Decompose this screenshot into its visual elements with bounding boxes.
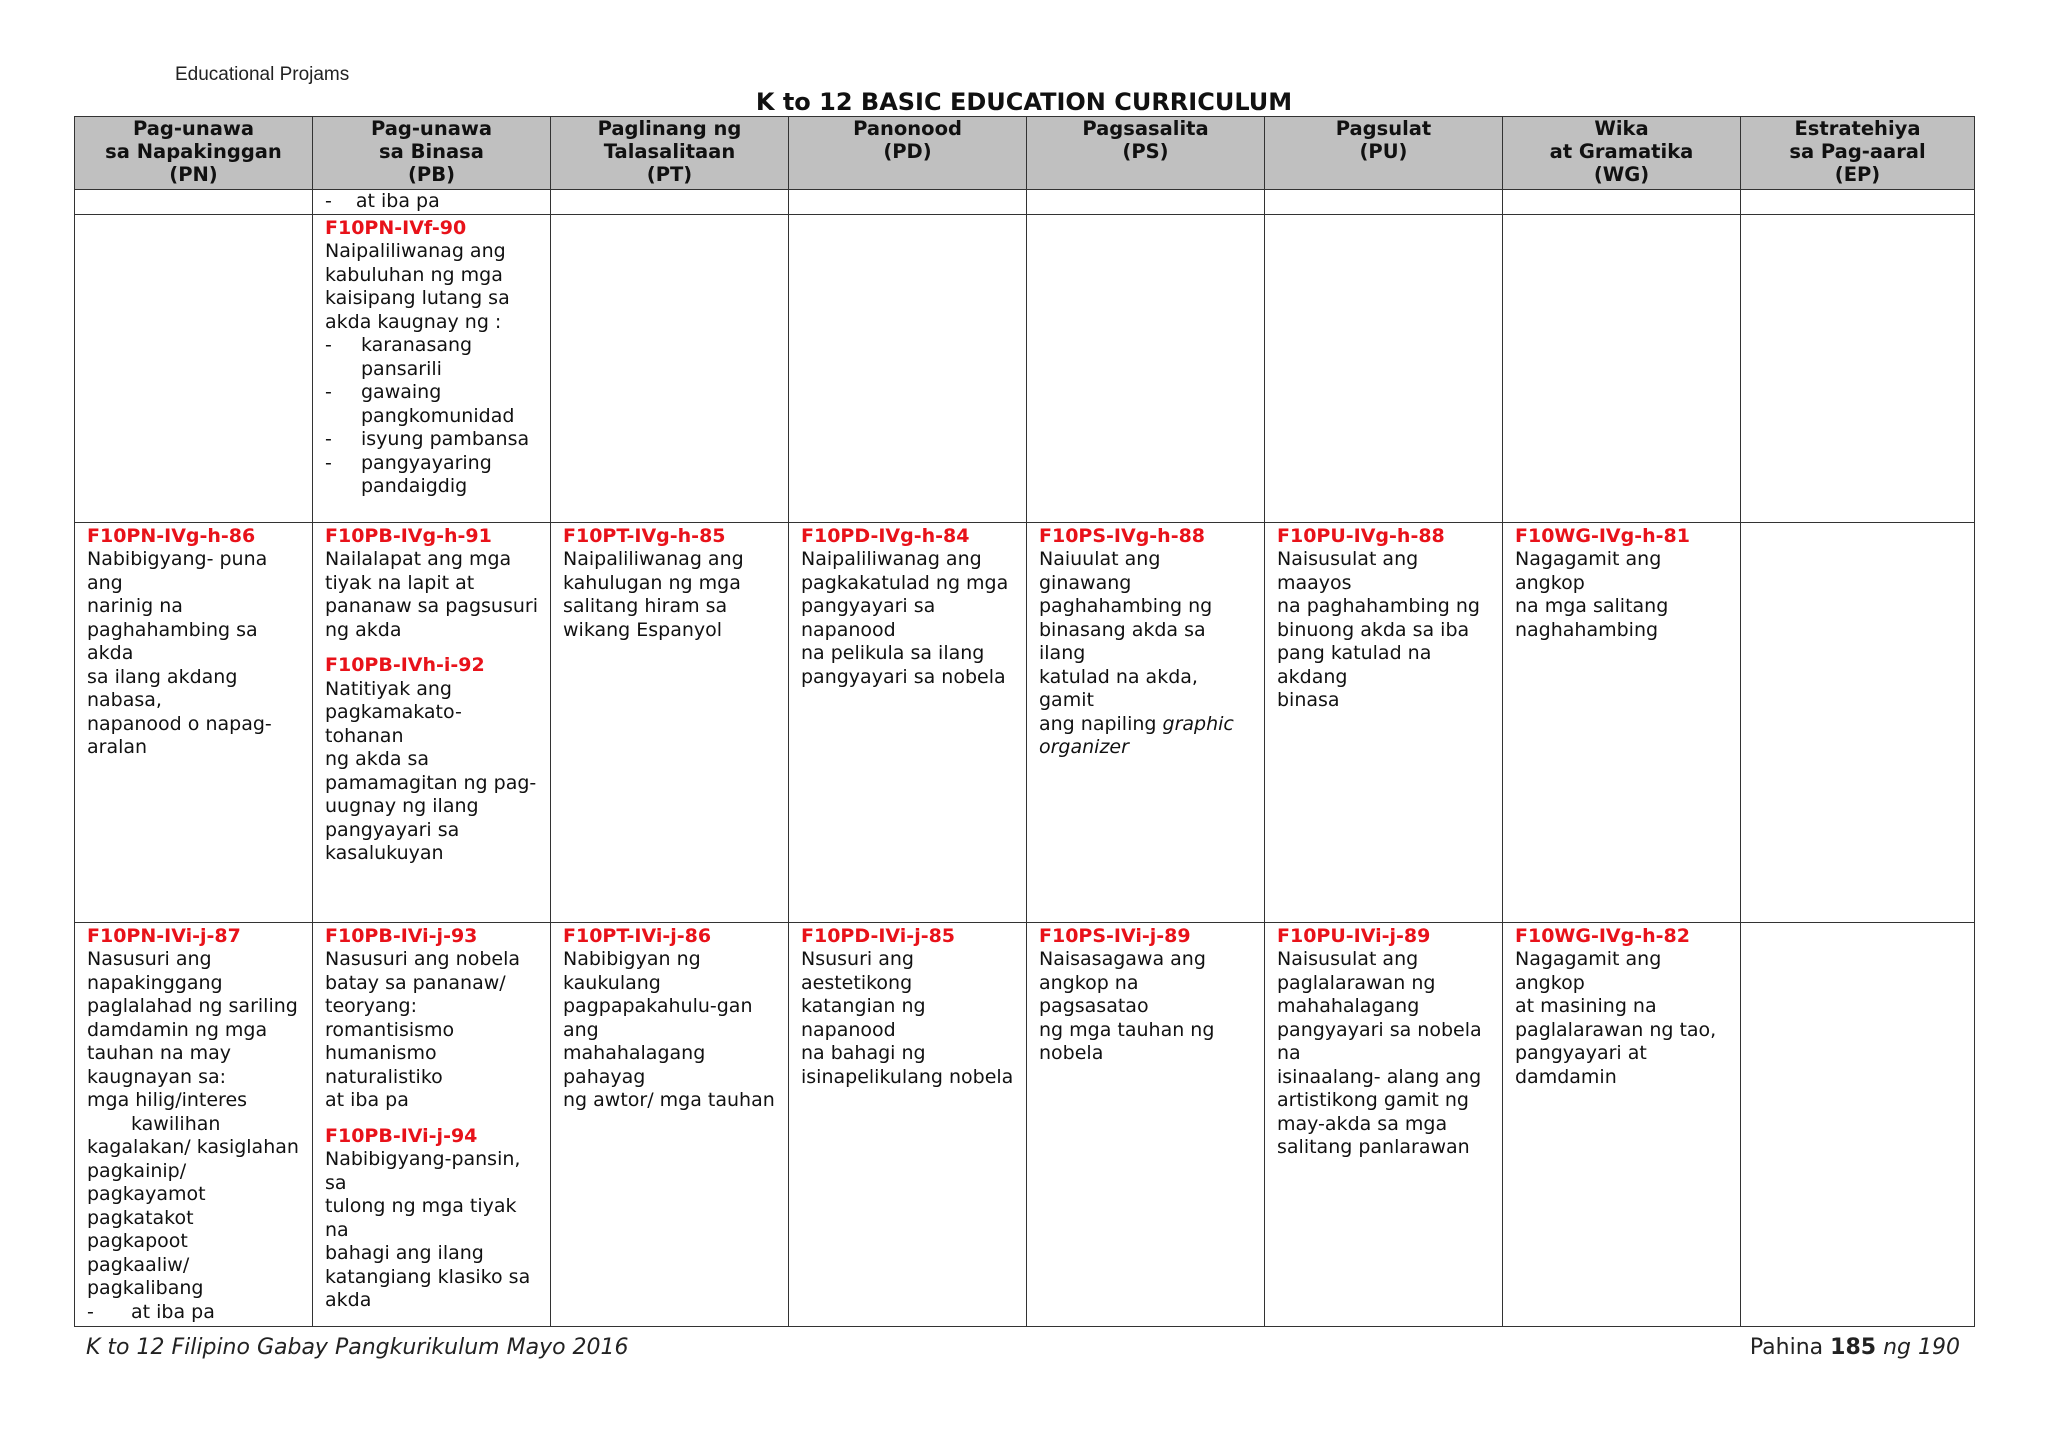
competency-code: F10PD-IVi-j-85 bbox=[801, 924, 956, 947]
competency-code: F10PS-IVi-j-89 bbox=[1039, 924, 1191, 947]
cell-pn bbox=[75, 190, 313, 215]
cell-pt bbox=[551, 522, 789, 922]
column-header-line: Panonood bbox=[853, 117, 962, 140]
column-header-line: Talasalitaan bbox=[603, 140, 736, 163]
bullet-item bbox=[325, 428, 538, 452]
column-header bbox=[1027, 117, 1265, 190]
cell-pn bbox=[75, 214, 313, 522]
bullet-item bbox=[87, 1301, 300, 1325]
cell-ep bbox=[1741, 922, 1975, 1327]
competency-text: katulad na akda, gamit bbox=[1039, 665, 1198, 711]
table-row bbox=[75, 190, 1975, 215]
competency-text: na pelikula sa ilang bbox=[801, 642, 985, 664]
column-header-line: (PT) bbox=[646, 163, 693, 186]
competency-text: Nsusuri ang aestetikong bbox=[801, 948, 914, 994]
competency-text: Naisusulat ang bbox=[1277, 948, 1419, 970]
column-header-line: (PS) bbox=[1122, 140, 1169, 163]
competency-code: F10WG-IVg-h-81 bbox=[1515, 524, 1690, 547]
competency-text: naghahambing bbox=[1515, 618, 1659, 641]
competency-text: Naisasagawa ang bbox=[1039, 948, 1206, 970]
column-header bbox=[1503, 117, 1741, 190]
cell-wg bbox=[1503, 522, 1741, 922]
competency-text: salitang panlarawan bbox=[1277, 1136, 1470, 1158]
cell-pb bbox=[313, 922, 551, 1327]
competency-text: mga hilig/interes bbox=[87, 1089, 248, 1111]
competency-text: Nagagamit ang angkop bbox=[1515, 948, 1662, 994]
column-header-line: Pag-unawa bbox=[132, 117, 255, 140]
competency-code: F10PT-IVi-j-86 bbox=[563, 924, 712, 947]
competency-text: uugnay ng ilang bbox=[325, 795, 479, 817]
competency-text: binasang akda sa ilang bbox=[1039, 618, 1206, 664]
competency-text: paghahambing sa akda bbox=[87, 618, 258, 664]
competency-text: Nagagamit ang angkop bbox=[1515, 548, 1662, 594]
competency-text: Naisusulat ang maayos bbox=[1277, 548, 1419, 594]
competency-text: binuong akda sa iba bbox=[1277, 618, 1470, 641]
cell-pb bbox=[313, 190, 551, 215]
competency-text: Naiuulat ang ginawang bbox=[1039, 548, 1161, 594]
competency-text: pangyayari sa napanood bbox=[801, 595, 936, 641]
bullet-text: isyung pambansa bbox=[361, 428, 530, 450]
competency-text: pangyayari sa nobela na bbox=[1277, 1018, 1482, 1064]
spacer bbox=[325, 1113, 538, 1125]
bullet-text: karanasang bbox=[361, 334, 473, 356]
cell-pu bbox=[1265, 190, 1503, 215]
competency-text: romantisismo bbox=[325, 1018, 455, 1041]
table-row bbox=[75, 522, 1975, 922]
column-header-line: (PU) bbox=[1359, 140, 1408, 163]
competency-text: tiyak na lapit at bbox=[325, 571, 475, 594]
competency-text: kaukulang bbox=[563, 971, 661, 994]
cell-pn bbox=[75, 522, 313, 922]
column-header-line: Pag-unawa bbox=[370, 117, 493, 140]
cell-pu bbox=[1265, 522, 1503, 922]
cell-ps bbox=[1027, 214, 1265, 522]
cell-pt bbox=[551, 190, 789, 215]
bullet-dash: - bbox=[325, 451, 332, 474]
competency-code: F10PB-IVi-j-93 bbox=[325, 924, 478, 947]
competency-text: damdamin bbox=[1515, 1065, 1617, 1088]
column-header-line: (PD) bbox=[883, 140, 932, 163]
competency-text: pangyayari sa bbox=[325, 818, 460, 841]
bullet-text: pangyayaring bbox=[361, 451, 492, 474]
column-header bbox=[313, 117, 551, 190]
cell-wg bbox=[1503, 190, 1741, 215]
competency-text: may-akda sa mga bbox=[1277, 1112, 1448, 1135]
bullet-item bbox=[325, 381, 538, 405]
column-header bbox=[75, 117, 313, 190]
competency-text: akda bbox=[325, 1289, 372, 1311]
column-header bbox=[1265, 117, 1503, 190]
competency-text: katangian ng napanood bbox=[801, 995, 926, 1041]
column-header bbox=[551, 117, 789, 190]
footer-page-number: Pahina 185 ng 190 bbox=[1749, 1335, 1960, 1360]
cell-pd bbox=[789, 522, 1027, 922]
competency-text: at iba pa bbox=[325, 1089, 409, 1111]
column-header-line: (WG) bbox=[1593, 163, 1650, 186]
competency-text: Nasusuri ang bbox=[87, 948, 212, 970]
competency-text: nobela bbox=[1039, 1042, 1104, 1064]
competency-text: kawilihan bbox=[131, 1112, 221, 1135]
competency-code: F10PU-IVi-j-89 bbox=[1277, 924, 1431, 947]
competency-code: F10PB-IVi-j-94 bbox=[325, 1124, 478, 1147]
cell-wg bbox=[1503, 922, 1741, 1327]
column-header-line: Pagsulat bbox=[1335, 117, 1432, 140]
cell-pd bbox=[789, 922, 1027, 1327]
competency-text: tauhan na may bbox=[87, 1042, 232, 1064]
competency-text: ng mga tauhan ng bbox=[1039, 1018, 1215, 1041]
cell-pt bbox=[551, 214, 789, 522]
competency-text: kaisipang lutang sa bbox=[325, 287, 510, 309]
bullet-dash: - bbox=[325, 334, 332, 356]
bullet-text: pansarili bbox=[361, 357, 442, 380]
competency-text: paghahambing ng bbox=[1039, 595, 1213, 617]
competency-text: na mga salitang bbox=[1515, 595, 1669, 617]
competency-text: ng akda sa bbox=[325, 748, 430, 770]
competency-text: napakinggang bbox=[87, 971, 223, 994]
competency-text-part: ang napiling bbox=[1039, 712, 1163, 735]
competency-text: kagalakan/ kasiglahan bbox=[87, 1136, 299, 1158]
competency-text: Naipaliliwanag ang bbox=[325, 240, 506, 262]
bullet-item bbox=[325, 334, 538, 358]
cell-pd bbox=[789, 214, 1027, 522]
competency-text: paglalarawan ng bbox=[1277, 971, 1436, 994]
competency-text: Nabibigyang- puna ang bbox=[87, 548, 268, 594]
competency-code: F10PU-IVg-h-88 bbox=[1277, 524, 1445, 547]
competency-code: F10PN-IVf-90 bbox=[325, 216, 467, 239]
cell-ep bbox=[1741, 190, 1975, 215]
competency-text: pagkainip/ pagkayamot bbox=[87, 1159, 206, 1205]
table-row bbox=[75, 214, 1975, 522]
competency-text bbox=[1039, 713, 1252, 737]
column-header-line: sa Napakinggan bbox=[105, 140, 282, 163]
cell-pt bbox=[551, 922, 789, 1327]
competency-text: wikang Espanyol bbox=[563, 618, 723, 641]
competency-code: F10WG-IVg-h-82 bbox=[1515, 924, 1690, 947]
competency-text: batay sa pananaw/ bbox=[325, 971, 506, 994]
competency-text: Nabibigyang-pansin, sa bbox=[325, 1148, 521, 1194]
competency-text: Naipaliliwanag ang bbox=[563, 548, 744, 570]
column-header-line: Estratehiya bbox=[1794, 117, 1921, 140]
competency-text: damdamin ng mga bbox=[87, 1018, 268, 1041]
competency-text: katangiang klasiko sa bbox=[325, 1265, 531, 1288]
column-header-line: Pagsasalita bbox=[1082, 117, 1209, 140]
competency-text: narinig na bbox=[87, 595, 183, 617]
bullet-text: pandaigdig bbox=[361, 475, 468, 497]
column-header-line: at Gramatika bbox=[1549, 140, 1694, 163]
competency-text: Nabibigyan ng bbox=[563, 948, 701, 970]
bullet-dash: - bbox=[325, 381, 332, 403]
competency-text: na paghahambing ng bbox=[1277, 595, 1480, 617]
competency-text-italic: graphic bbox=[1162, 712, 1234, 735]
column-header-line: Paglinang ng bbox=[597, 117, 742, 140]
competency-text: pagpapakahulu-gan ang bbox=[563, 995, 753, 1041]
competency-text: Nailalapat ang mga bbox=[325, 548, 512, 570]
bullet-item: - at iba pa bbox=[325, 190, 440, 212]
cell-pd bbox=[789, 190, 1027, 215]
competency-text: pangyayari sa nobela bbox=[801, 665, 1006, 688]
competency-text: pagkapoot bbox=[87, 1230, 188, 1252]
competency-code: F10PB-IVg-h-91 bbox=[325, 524, 492, 547]
cell-ep bbox=[1741, 522, 1975, 922]
curriculum-table bbox=[74, 116, 1975, 1327]
table-row bbox=[75, 922, 1975, 1327]
competency-text: kahulugan ng mga bbox=[563, 571, 741, 594]
bullet-text: gawaing bbox=[361, 381, 442, 403]
competency-text: pagkamakato-tohanan bbox=[325, 701, 462, 747]
column-header-line: sa Pag-aaral bbox=[1789, 140, 1926, 163]
column-header-line: (PN) bbox=[169, 163, 218, 186]
competency-text: isinaalang- alang ang bbox=[1277, 1065, 1482, 1088]
cell-pn bbox=[75, 922, 313, 1327]
competency-text: akda kaugnay ng : bbox=[325, 310, 502, 333]
spacer bbox=[325, 642, 538, 654]
column-header-line: Wika bbox=[1594, 117, 1649, 140]
competency-text: at masining na bbox=[1515, 995, 1657, 1017]
column-header bbox=[789, 117, 1027, 190]
cell-ps bbox=[1027, 922, 1265, 1327]
competency-text: Natitiyak ang bbox=[325, 677, 452, 700]
competency-text: Nasusuri ang nobela bbox=[325, 948, 520, 970]
competency-text: na bahagi ng bbox=[801, 1042, 926, 1064]
competency-text: tulong ng mga tiyak na bbox=[325, 1195, 517, 1241]
bullet-dash: - bbox=[325, 428, 332, 450]
competency-text: nabasa, bbox=[87, 689, 162, 711]
cell-wg bbox=[1503, 214, 1741, 522]
competency-text: pang katulad na akdang bbox=[1277, 642, 1432, 688]
document-title: K to 12 BASIC EDUCATION CURRICULUM bbox=[755, 88, 1293, 116]
competency-text: paglalahad ng sariling bbox=[87, 995, 298, 1017]
competency-text: kasalukuyan bbox=[325, 842, 444, 864]
competency-text: mahahalagang pahayag bbox=[563, 1042, 706, 1088]
competency-text: bahagi ang ilang bbox=[325, 1242, 484, 1264]
competency-text-italic: organizer bbox=[1039, 736, 1129, 758]
competency-text: angkop na pagsasatao bbox=[1039, 971, 1149, 1017]
competency-text: binasa bbox=[1277, 689, 1340, 711]
competency-text: napanood o napag- bbox=[87, 712, 272, 735]
competency-text: kaugnayan sa: bbox=[87, 1065, 227, 1088]
bullet-dash: - bbox=[87, 1300, 94, 1323]
column-header bbox=[1741, 117, 1975, 190]
competency-text: pagkaaliw/ pagkalibang bbox=[87, 1253, 204, 1299]
competency-text: teoryang: bbox=[325, 995, 417, 1017]
cell-ep bbox=[1741, 214, 1975, 522]
competency-text: naturalistiko bbox=[325, 1065, 443, 1088]
competency-text: ng akda bbox=[325, 618, 402, 641]
bullet-item bbox=[325, 452, 538, 476]
competency-text: humanismo bbox=[325, 1042, 437, 1064]
competency-text: kabuluhan ng mga bbox=[325, 263, 503, 286]
competency-text: paglalarawan ng tao, bbox=[1515, 1018, 1717, 1041]
competency-code: F10PB-IVh-i-92 bbox=[325, 654, 485, 676]
competency-code: F10PS-IVg-h-88 bbox=[1039, 524, 1206, 547]
column-header-line: (EP) bbox=[1834, 163, 1881, 186]
competency-text: mahahalagang bbox=[1277, 995, 1420, 1017]
competency-text: artistikong gamit ng bbox=[1277, 1089, 1469, 1111]
competency-text: pananaw sa pagsusuri bbox=[325, 595, 538, 617]
competency-text: Naipaliliwanag ang bbox=[801, 548, 982, 570]
competency-text: pangyayari at bbox=[1515, 1042, 1647, 1064]
watermark-text: Educational Projams bbox=[175, 64, 350, 85]
competency-code: F10PD-IVg-h-84 bbox=[801, 524, 970, 547]
cell-ps bbox=[1027, 190, 1265, 215]
bullet-text: pangkomunidad bbox=[361, 404, 515, 427]
competency-text: aralan bbox=[87, 736, 148, 758]
cell-pb bbox=[313, 214, 551, 522]
column-header-line: sa Binasa bbox=[379, 140, 484, 163]
competency-text: sa ilang akdang bbox=[87, 665, 238, 688]
cell-pu bbox=[1265, 922, 1503, 1327]
cell-pu bbox=[1265, 214, 1503, 522]
cell-ps bbox=[1027, 522, 1265, 922]
competency-code: F10PT-IVg-h-85 bbox=[563, 524, 726, 547]
competency-code: F10PN-IVi-j-87 bbox=[87, 924, 241, 947]
competency-text: isinapelikulang nobela bbox=[801, 1065, 1014, 1088]
column-header-line: (PB) bbox=[408, 163, 455, 186]
competency-text: pamamagitan ng pag- bbox=[325, 771, 537, 794]
cell-pb bbox=[313, 522, 551, 922]
table-header-row bbox=[75, 117, 1975, 190]
competency-text: pagkakatulad ng mga bbox=[801, 571, 1009, 594]
competency-text: ng awtor/ mga tauhan bbox=[563, 1089, 775, 1111]
competency-code: F10PN-IVg-h-86 bbox=[87, 524, 256, 547]
competency-text: pagkatakot bbox=[87, 1206, 194, 1229]
bullet-text: at iba pa bbox=[131, 1300, 215, 1323]
footer-document-name: K to 12 Filipino Gabay Pangkurikulum Mayo 2016 bbox=[86, 1335, 629, 1360]
competency-text: salitang hiram sa bbox=[563, 595, 728, 617]
